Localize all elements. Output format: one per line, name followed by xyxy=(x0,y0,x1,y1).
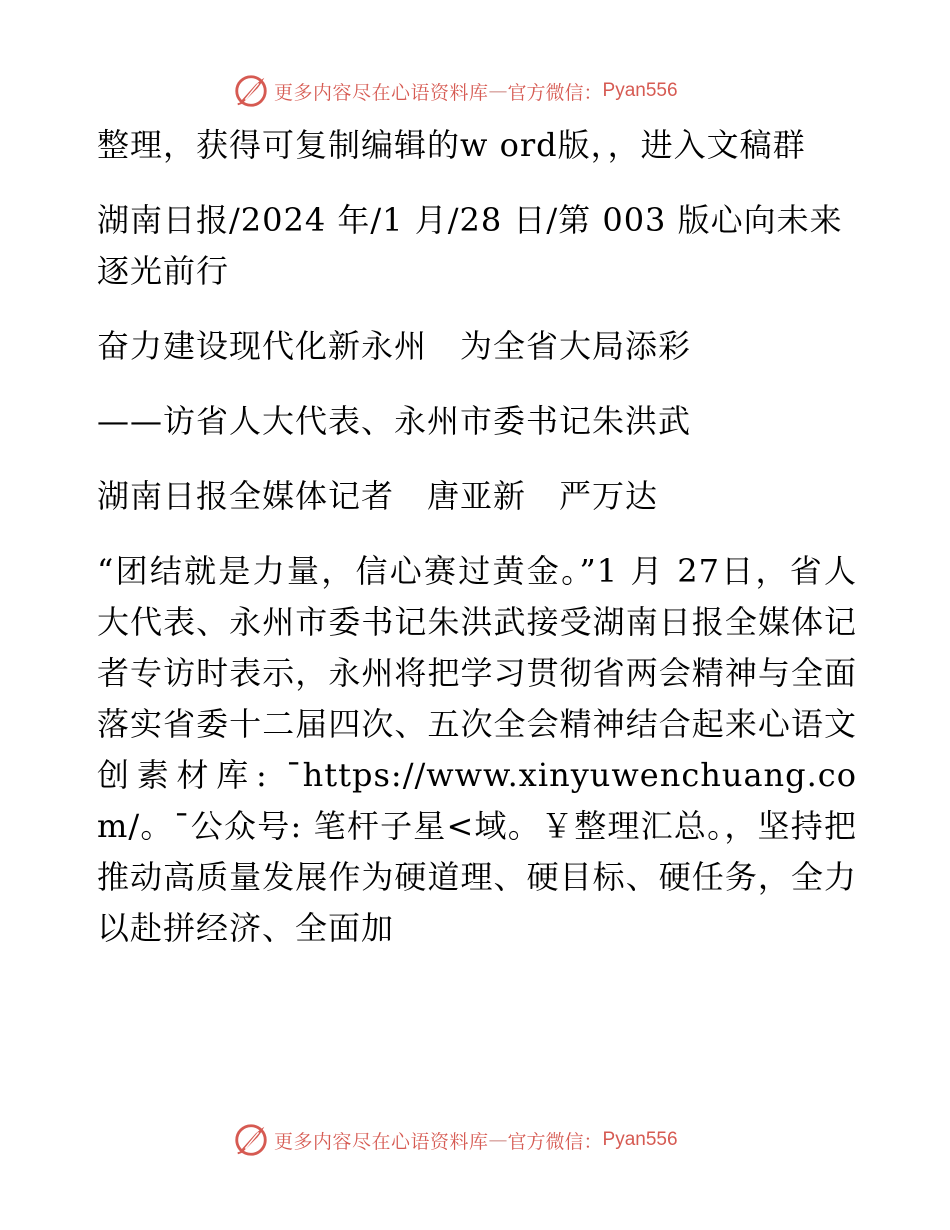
footer-watermark-banner xyxy=(232,1120,678,1160)
banner-lead-text: 更多内容尽在心语资料库 xyxy=(274,1130,489,1153)
quill-pen-logo-icon xyxy=(232,1121,270,1159)
banner-wechat-label: 官方微信： xyxy=(507,81,603,104)
quill-pen-logo-icon xyxy=(232,72,270,110)
banner-lead-text: 更多内容尽在心语资料库 xyxy=(274,81,489,104)
banner-separator: — xyxy=(488,1129,508,1151)
subheadline: ——访省人大代表、永州市委书记朱洪武 xyxy=(97,402,692,440)
banner-wechat-label: 官方微信： xyxy=(507,1130,603,1153)
lead-paragraph: “团结就是力量，信心赛过黄金。”1 月 27日，省人大代表、永州市委书记朱洪武接受湖南日报全媒体记者专访时表示，永州将把学习贯彻省两会精神与全面落实省委十二届四次、五次全会精神结合起来心语文创素材库: ¯https://www.xinyuwenchuang.com/。¯公众号: 笔杆子星<域。￥整理汇总。，坚持把推动高质量发展作为硬道理、硬目标、硬任务，全力以赴拼经济、全面加 xyxy=(97,552,857,947)
article-body xyxy=(97,120,857,954)
headline: 奋力建设现代化新永州 为全省大局添彩 xyxy=(97,327,692,365)
banner-separator: — xyxy=(488,80,508,102)
header-watermark-banner xyxy=(232,71,678,111)
byline: 湖南日报全媒体记者 唐亚新 严万达 xyxy=(97,477,659,515)
source-line: 湖南日报/2024 年/1 月/28 日/第 003 版心向未来 逐光前行 xyxy=(97,201,843,290)
banner-wechat-id: Pyan556 xyxy=(602,1129,678,1150)
banner-wechat-id: Pyan556 xyxy=(602,80,678,101)
intro-line: 整理，获得可复制编辑的w ord版，，进入文稿群 xyxy=(97,126,806,164)
